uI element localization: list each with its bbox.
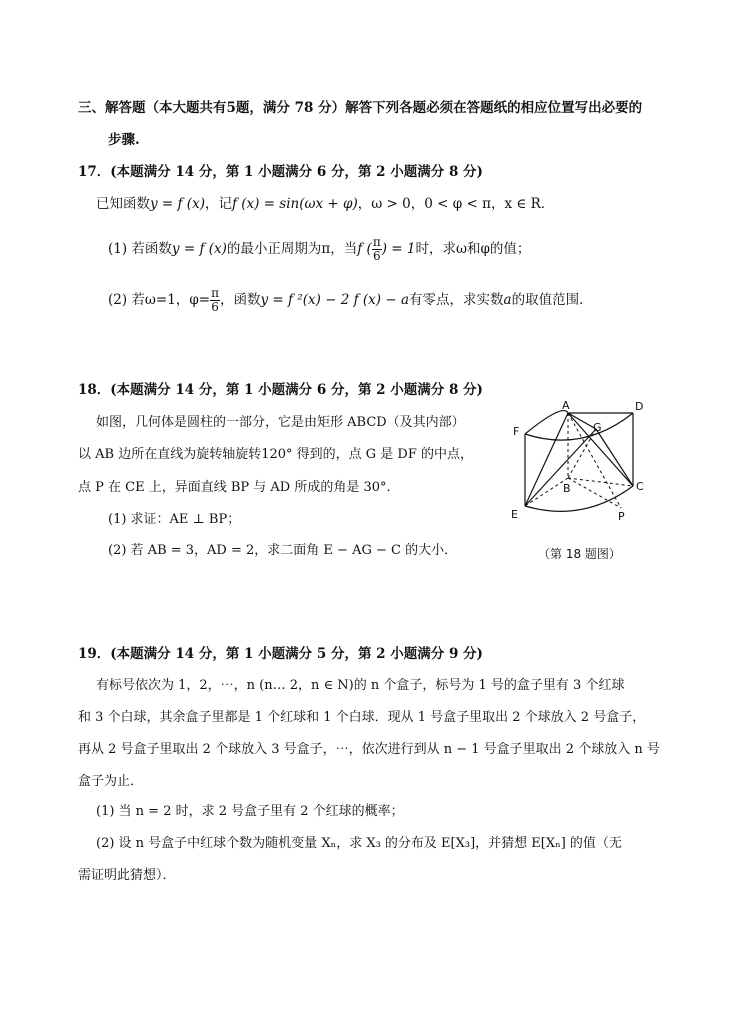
q19-line4: 盒子为止． [78,774,144,789]
q17-p1-f: 时，求ω和φ的值； [415,241,531,257]
cylinder-figure [503,398,653,523]
fig-label-D: D [635,400,644,413]
fig-label-G: G [593,421,602,434]
fig-line-GC [596,429,633,486]
q17-p1-a: (1) 若函数 [108,241,172,257]
q17-p1-e: ) = 1 [381,241,416,257]
fig-label-C: C [636,480,644,493]
fig-label-B: B [563,482,571,495]
q17-stem-e: ，ω > 0，0 < φ < π，x ∈ R． [357,196,555,212]
q17-p1-c: 的最小正周期为π，当 [226,241,358,257]
q19-line1: 有标号依次为 1，2，⋯，n (n… 2，n ∈ N)的 n 个盒子，标号为 1 号的盒子里有 3 个红球 [96,678,625,693]
q19-title: 19．(本题满分 14 分，第 1 小题满分 5 分，第 2 小题满分 9 分) [78,646,483,662]
q19-part1: (1) 当 n = 2 时，求 2 号盒子里有 2 个红球的概率； [96,804,404,819]
q17-p1-num: π [372,235,381,249]
fig-label-F: F [513,425,520,438]
q17-title: 17．(本题满分 14 分，第 1 小题满分 6 分，第 2 小题满分 8 分) [78,164,483,180]
fig-label-E: E [511,508,518,521]
fig-arc-EC [525,486,633,511]
q18-line1: 如图，几何体是圆柱的一部分，它是由矩形 ABCD（及其内部） [96,415,465,430]
q17-p1-den: 6 [372,249,381,263]
fig-edge-AF [525,411,568,434]
q17-stem-d: f (x) = sin(ωx + φ) [231,196,358,212]
q17-p2-num: π [211,286,219,300]
fig-dash-BC [568,478,633,486]
q17-p1-fraction [372,236,382,263]
q17-stem [96,194,554,214]
q17-p2-b: ，函数 [219,292,261,308]
q18-part2: (2) 若 AB = 3，AD = 2，求二面角 E − AG − C 的大小． [108,543,458,558]
q17-p2-c: y = f ²(x) − 2 f (x) − a [260,292,410,308]
fig-line-AG [568,413,596,429]
q17-part1 [108,236,530,263]
q17-p2-e: a [503,292,512,308]
q17-stem-c: ，记 [204,196,232,212]
figure-caption: （第 18 题图） [538,547,621,561]
q19-line2: 和 3 个白球，其余盒子里都是 1 个红球和 1 个白球．现从 1 号盒子里取出 2 个球放入 2 号盒子， [78,710,646,725]
q17-p1-b: y = f (x) [171,241,227,257]
q17-p2-fraction [210,287,220,314]
q19-part2-line2: 需证明此猜想）． [78,868,176,883]
fig-label-A: A [562,399,570,412]
q18-line3: 点 P 在 CE 上，异面直线 BP 与 AD 所成的角是 30°． [78,480,400,495]
section-header-line2: 步骤. [108,132,140,148]
q17-stem-b: y = f (x) [150,196,205,212]
fig-arc-FD [525,413,633,440]
fig-dash-BG [568,429,596,478]
section-header-line1: 三、解答题（本大题共有5题，满分 78 分）解答下列各题必须在答题纸的相应位置写出必要的 [78,100,643,116]
q17-part2 [108,287,593,314]
q19-part2-line1: (2) 设 n 号盒子中红球个数为随机变量 Xₙ，求 X₃ 的分布及 E[X₃]，并猜想 E[Xₙ] 的值（无 [96,836,622,851]
q18-title: 18．(本题满分 14 分，第 1 小题满分 6 分，第 2 小题满分 8 分) [78,382,483,398]
q18-line2: 以 AB 边所在直线为旋转轴旋转120° 得到的，点 G 是 DF 的中点， [78,447,474,462]
q19-line3: 再从 2 号盒子里取出 2 个球放入 3 号盒子，⋯，依次进行到从 n − 1 号盒子里取出 2 个球放入 n 号 [78,742,660,757]
q17-p2-f: 的取值范围． [511,292,593,308]
q18-part1: (1) 求证：AE ⊥ BP； [108,512,241,527]
q17-p2-den: 6 [211,300,219,314]
q17-p2-d: 有零点，求实数 [409,292,504,308]
fig-label-P: P [618,510,625,523]
q17-stem-a: 已知函数 [96,196,150,212]
q17-p1-d: f ( [357,241,372,257]
q17-p2-a: (2) 若ω=1，φ= [108,292,211,308]
